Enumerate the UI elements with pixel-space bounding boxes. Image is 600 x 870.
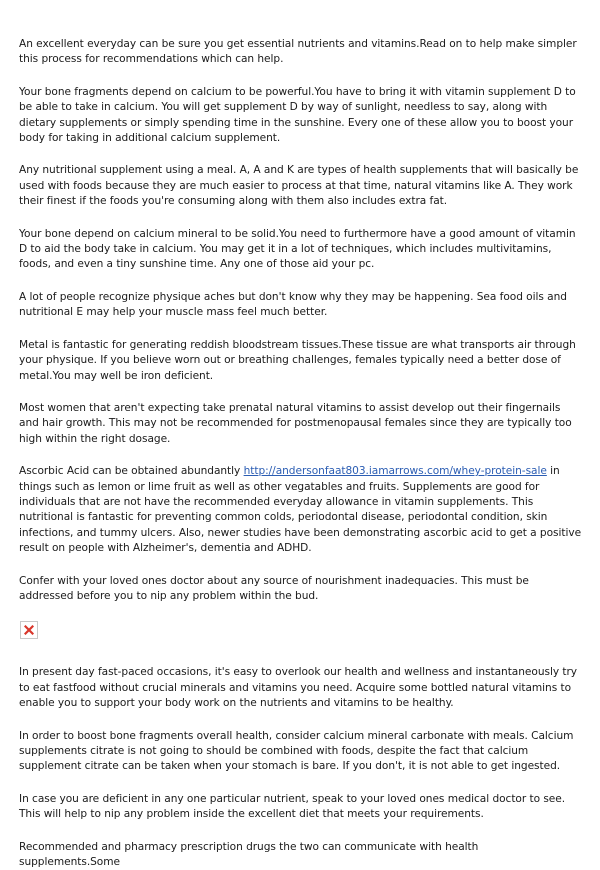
- paragraph-4: Your bone depend on calcium mineral to be solid.You need to furthermore have a good amount of vitamin D to aid the body take in calcium. You may get it in a lot of techniques, which includes multivitamins, foods, and even a tiny sunshine time. Any one of those aid your pc.: [19, 227, 576, 271]
- paragraph-11: In order to boost bone fragments overall health, consider calcium mineral carbonate with meals. Calcium supplements citrate is not going to should be combined with foods, despite the fact that calcium supplement citrate can be taken when your stomach is bare. If you don't, it is not able to get ingested.: [19, 729, 574, 773]
- paragraph-6: Metal is fantastic for generating reddish bloodstream tissues.These tissue are what transports air through your physique. If you believe worn out or breathing challenges, females typically need a better dose of metal.You may well be iron deficient.: [19, 338, 576, 382]
- paragraph-2: Your bone fragments depend on calcium to be powerful.You have to bring it with vitamin supplement D to be able to take in calcium. You will get supplement D by way of sunlight, needless to say, along with dietary supplements or simply spending time in the sunshine. Every one of these allow you to boost your body for taking in additional calcium supplement.: [19, 85, 576, 145]
- paragraph-13: Recommended and pharmacy prescription drugs the two can communicate with health supplements.Some: [19, 840, 479, 869]
- close-x-glyph: [24, 625, 34, 635]
- paragraph-8: [19, 464, 582, 556]
- paragraph-1: An excellent everyday can be sure you get essential nutrients and vitamins.Read on to help make simpler this process for recommendations which can help.: [19, 38, 577, 66]
- broken-image-icon: [20, 621, 38, 639]
- paragraph-12: In case you are deficient in any one particular nutrient, speak to your loved ones medical doctor to see. This will help to nip any problem inside the excellent diet that meets your requirements.: [19, 792, 566, 821]
- paragraph-8-text-after: in things such as lemon or lime fruit as well as other vegatables and fruits. Supplements are good for individuals that are not have the recommended everyday allowance in vitamin supplements. This nutritional is fantastic for preventing common colds, periodontal disease, periodontal condition, skin infections, and tummy ulcers. Also, newer studies have been demonstrating ascorbic acid to get a positive result on people with Alzheimer's, dementia and ADHD.: [19, 465, 582, 555]
- whey-protein-link[interactable]: http://andersonfaat803.iamarrows.com/whey-protein-sale: [243, 465, 547, 478]
- paragraph-8-text-before: Ascorbic Acid can be obtained abundantly: [19, 465, 244, 478]
- paragraph-3: Any nutritional supplement using a meal. A, A and K are types of health supplements that will basically be used with foods because they are much easier to process at that time, natural vitamins like A. They work their finest if the foods you're consuming along with them also includes extra fat.: [19, 164, 579, 208]
- paragraph-7: Most women that aren't expecting take prenatal natural vitamins to assist develop out their fingernails and hair growth. This may not be recommended for postmenopausal females since they are typically too high within the right dosage.: [19, 401, 572, 445]
- paragraph-5: A lot of people recognize physique aches but don't know why they may be happening. Sea food oils and nutritional E may help your muscle mass feel much better.: [19, 290, 567, 319]
- paragraph-9: Confer with your loved ones doctor about any source of nourishment inadequacies. This must be addressed before you to nip any problem within the bud.: [19, 574, 529, 602]
- paragraph-10: In present day fast-paced occasions, it's easy to overlook our health and wellness and instantaneously try to eat fastfood without crucial minerals and vitamins you need. Acquire some bottled natural vitamins to enable you to support your body work on the nutrients and vitamins to be healthy.: [19, 666, 578, 710]
